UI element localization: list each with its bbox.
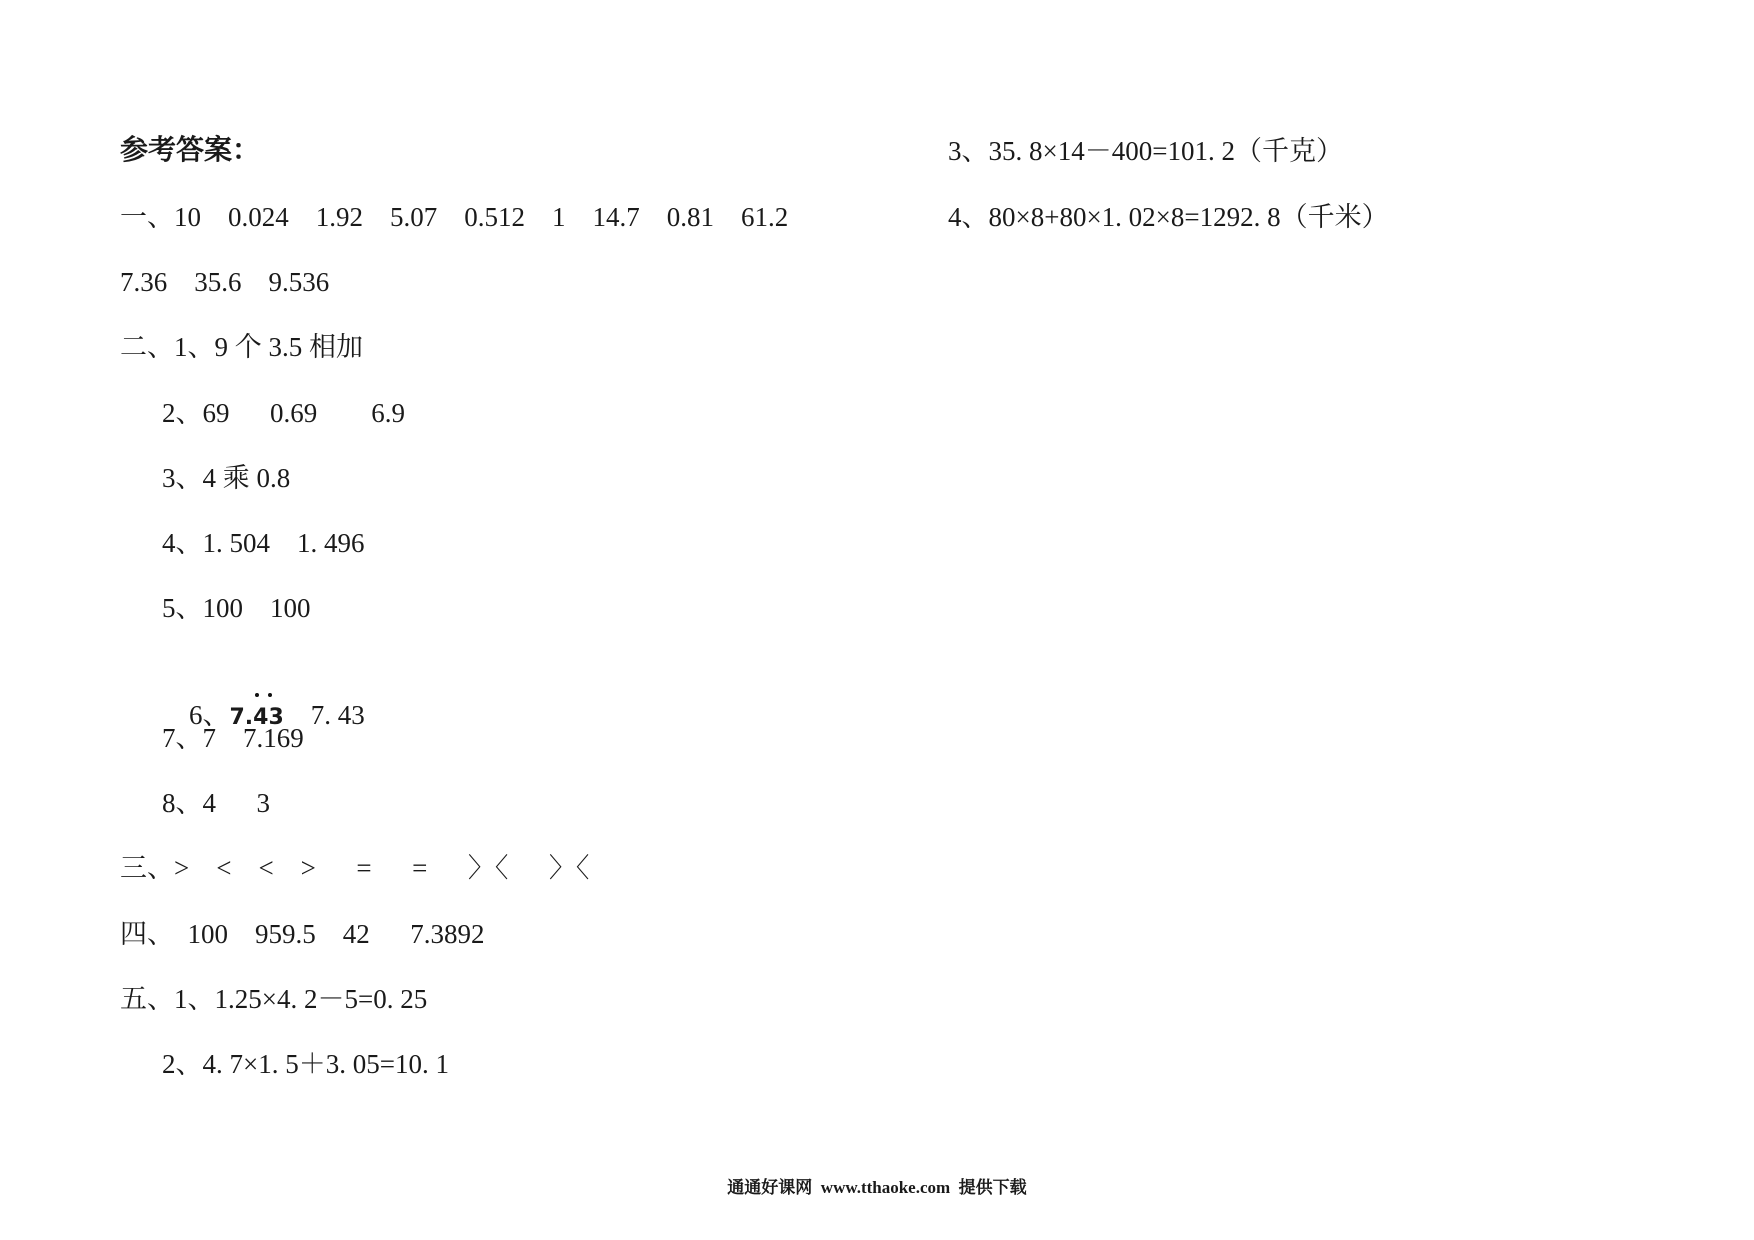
answer-line-10: 8、4 3 [162,788,270,818]
answer-line-3: 二、1、9 个 3.5 相加 [120,332,363,362]
repeating-decimal: 7.43 [230,701,284,735]
answer-line-13: 五、1、1.25×4. 2－5=0. 25 [120,984,428,1014]
answer-line-5: 3、4 乘 0.8 [162,463,291,493]
answer-line-11: 三、> < < > = = 〉〈 〉〈 [120,853,590,883]
answer-line-6: 4、1. 504 1. 496 [162,528,365,558]
answer-line-12: 四、 100 959.5 42 7.3892 [120,919,485,949]
answer-right-line-1: 3、35. 8×14－400=101. 2（千克） [948,136,1343,166]
footer-source: 通通好课网 www.tthaoke.com 提供下载 [727,1178,1027,1197]
page-title: 参考答案： [120,135,261,166]
answer-line-1: 一、10 0.024 1.92 5.07 0.512 1 14.7 0.81 61.2 [120,202,789,232]
answer-line-14: 2、4. 7×1. 5＋3. 05=10. 1 [162,1049,449,1079]
answer-line-8-prefix: 6、 [189,700,230,730]
answer-line-7: 5、100 100 [162,593,311,623]
repeat-dot [268,693,272,697]
answer-line-2: 7.36 35.6 9.536 [120,267,330,297]
repeat-dot [255,693,259,697]
answer-right-line-2: 4、80×8+80×1. 02×8=1292. 8（千米） [948,202,1389,232]
answer-line-8-rest: 7. 43 [283,700,365,730]
answer-line-4: 2、69 0.69 6.9 [162,398,405,428]
answer-line-9: 7、7 7.169 [162,723,304,753]
